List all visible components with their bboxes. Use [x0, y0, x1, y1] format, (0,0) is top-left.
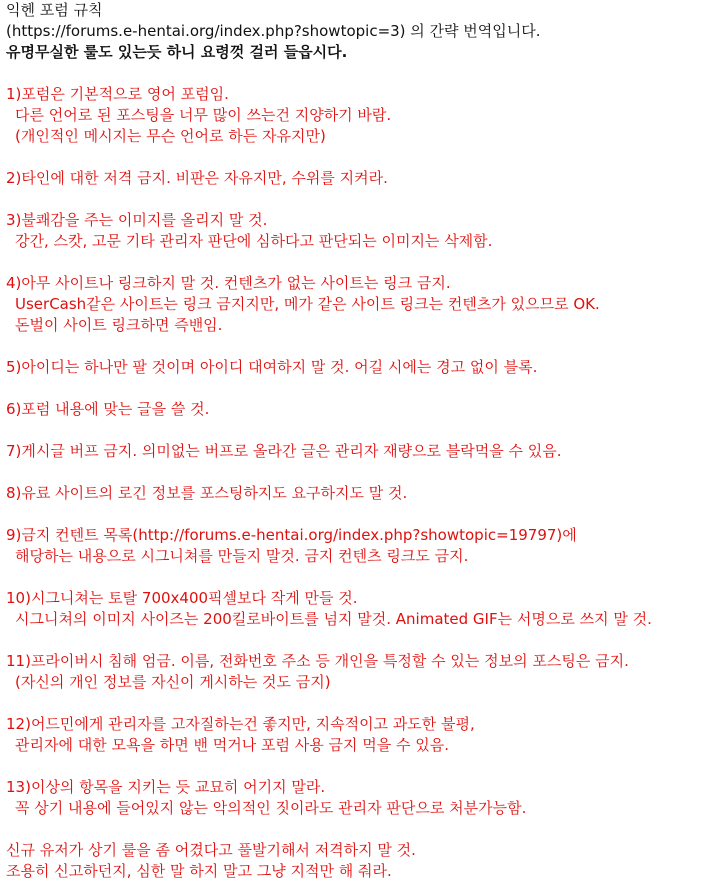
- rule-sub: 관리자에 대한 모욕을 하면 밴 먹거나 포럼 사용 금지 먹을 수 있음.: [15, 736, 449, 754]
- rule-main: 12)어드민에게 관리자를 고자질하는건 좋지만, 지속적이고 과도한 불평,: [6, 715, 475, 733]
- source-line: (https://forums.e-hentai.org/index.php?showtopic=3) 의 간략 번역입니다.: [6, 22, 541, 40]
- rule-main: 10)시그니쳐는 토탈 700x400픽셀보다 작게 만들 것.: [6, 589, 358, 607]
- rule-main: 11)프라이버시 침해 엄금. 이름, 전화번호 주소 등 개인을 특정할 수 있는 정보의 포스팅은 금지.: [6, 652, 629, 670]
- rule-sub: 해당하는 내용으로 시그니쳐를 만들지 말것. 금지 컨텐츠 링크도 금지.: [15, 547, 469, 565]
- rule-main: 4)아무 사이트나 링크하지 말 것. 컨텐츠가 없는 사이트는 링크 금지.: [6, 274, 451, 292]
- rule-6: [6, 399, 706, 420]
- rule-13: [6, 777, 706, 819]
- rule-sub: 꼭 상기 내용에 들어있지 않는 악의적인 짓이라도 관리자 판단으로 처분가능함.: [15, 799, 527, 817]
- rule-sub: (개인적인 메시지는 무슨 언어로 하든 자유지만): [15, 127, 326, 145]
- rule-sub: 다른 언어로 된 포스팅을 너무 많이 쓰는건 지양하기 바람.: [15, 106, 392, 124]
- rule-main: 5)아이디는 하나만 팔 것이며 아이디 대여하지 말 것. 어길 시에는 경고 없이 블록.: [6, 358, 538, 376]
- rule-main: 9)금지 컨텐트 목록(http://forums.e-hentai.org/index.php?showtopic=19797)에: [6, 526, 577, 544]
- rule-main: 2)타인에 대한 저격 금지. 비판은 자유지만, 수위를 지켜라.: [6, 169, 388, 187]
- closing-section: [6, 840, 706, 882]
- closing-line: 조용히 신고하던지, 심한 말 하지 말고 그냥 지적만 해 줘라.: [6, 862, 392, 880]
- rule-1: [6, 84, 706, 147]
- intro-note: 유명무실한 룰도 있는듯 하니 요령껏 걸러 들읍시다.: [6, 43, 348, 61]
- rule-main: 3)불쾌감을 주는 이미지를 올리지 말 것.: [6, 211, 268, 229]
- rule-10: [6, 588, 706, 630]
- rule-main: 7)게시글 버프 금지. 의미없는 버프로 올라간 글은 관리자 재량으로 블락먹을 수 있음.: [6, 442, 562, 460]
- rules-list: [6, 84, 706, 819]
- rule-main: 6)포럼 내용에 맞는 글을 쓸 것.: [6, 400, 210, 418]
- rule-sub: 돈벌이 사이트 링크하면 즉밴임.: [15, 316, 223, 334]
- rule-sub: (자신의 개인 정보를 자신이 게시하는 것도 금지): [15, 673, 331, 691]
- rule-sub: 강간, 스캇, 고문 기타 관리자 판단에 심하다고 판단되는 이미지는 삭제함.: [15, 232, 493, 250]
- intro-section: [6, 0, 706, 63]
- rule-9: [6, 525, 706, 567]
- doc-title: 익헨 포럼 규칙: [6, 1, 103, 19]
- rule-3: [6, 210, 706, 252]
- rule-12: [6, 714, 706, 756]
- rule-7: [6, 441, 706, 462]
- closing-line: 신규 유저가 상기 룰을 좀 어겼다고 풀발기해서 저격하지 말 것.: [6, 841, 416, 859]
- rule-4: [6, 273, 706, 336]
- rule-11: [6, 651, 706, 693]
- rule-5: [6, 357, 706, 378]
- rule-8: [6, 483, 706, 504]
- rule-2: [6, 168, 706, 189]
- rule-main: 1)포럼은 기본적으로 영어 포럼임.: [6, 85, 229, 103]
- document: [6, 0, 706, 882]
- rule-main: 8)유료 사이트의 로긴 정보를 포스팅하지도 요구하지도 말 것.: [6, 484, 408, 502]
- rule-sub: 시그니쳐의 이미지 사이즈는 200킬로바이트를 넘지 말것. Animated GIF는 서명으로 쓰지 말 것.: [15, 610, 652, 628]
- rule-sub: UserCash같은 사이트는 링크 금지지만, 메가 같은 사이트 링크는 컨텐츠가 있으므로 OK.: [15, 295, 600, 313]
- rule-main: 13)이상의 항목을 지키는 듯 교묘히 어기지 말라.: [6, 778, 326, 796]
